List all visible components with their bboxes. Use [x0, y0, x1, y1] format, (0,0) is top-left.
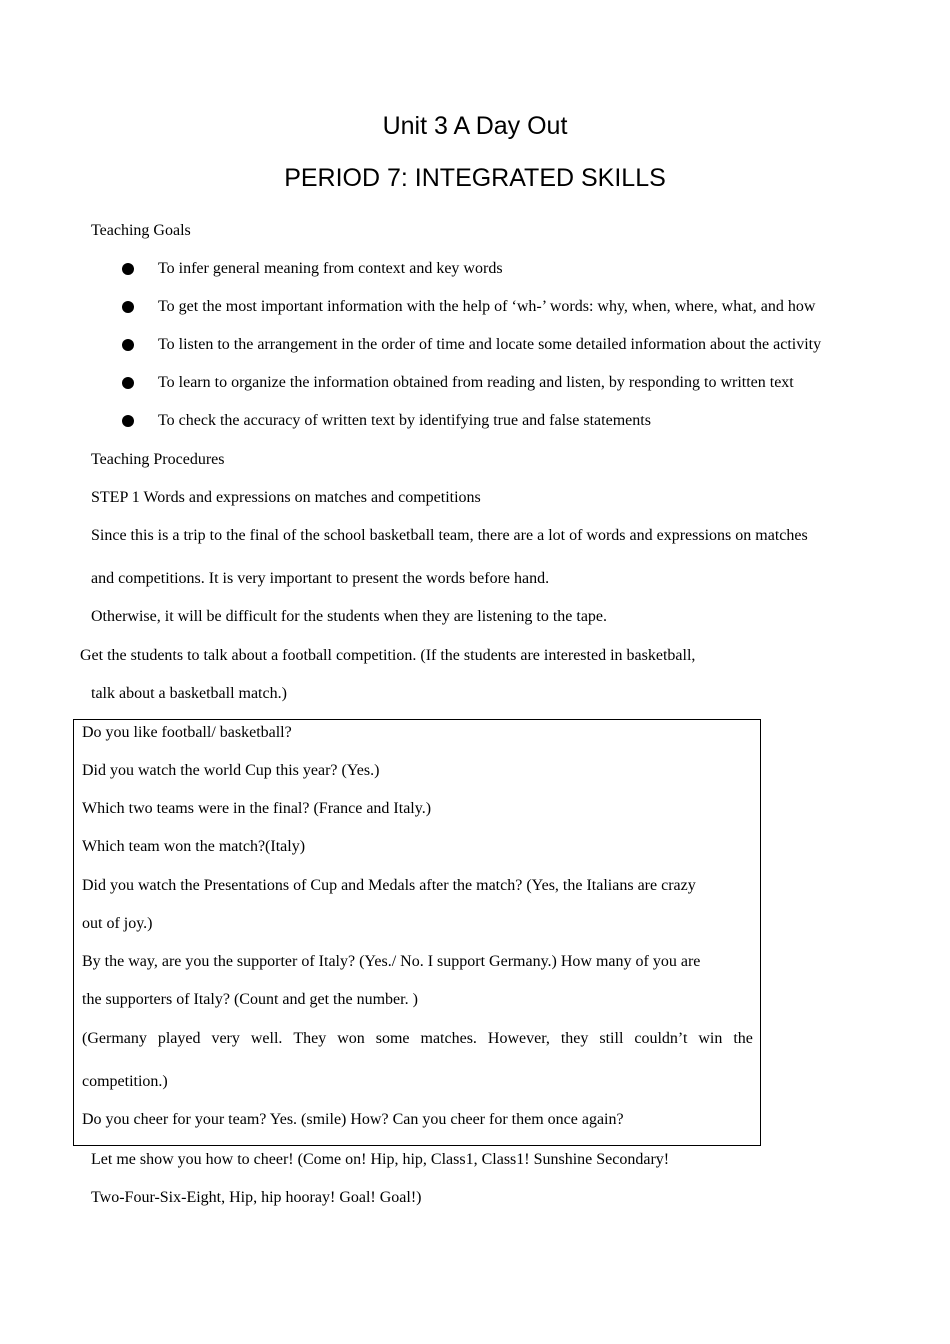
justified-word: the: [733, 1030, 753, 1047]
dialogue-line: Did you watch the world Cup this year? (Yes.): [82, 762, 380, 779]
goal-item: To get the most important information with the help of ‘wh-’ words: why, when, where, what, and how: [158, 298, 816, 315]
justified-word: (Germany: [82, 1030, 147, 1047]
bullet-icon: [122, 263, 134, 275]
step1-title: STEP 1 Words and expressions on matches and competitions: [91, 489, 481, 506]
dialogue-line: Which team won the match?(Italy): [82, 838, 306, 855]
dialogue-line: the supporters of Italy? (Count and get the number. ): [82, 991, 418, 1008]
dialogue-line: out of joy.): [82, 915, 153, 932]
dialogue-line: Which two teams were in the final? (France and Italy.): [82, 800, 432, 817]
dialogue-line: Do you cheer for your team? Yes. (smile) How? Can you cheer for them once again?: [82, 1111, 624, 1128]
dialogue-box: [73, 719, 761, 1146]
justified-word: they: [560, 1030, 589, 1047]
justified-word: matches.: [420, 1030, 477, 1047]
cheer-line: Let me show you how to cheer! (Come on! Hip, hip, Class1, Class1! Sunshine Secondary!: [91, 1151, 670, 1168]
goal-item: To listen to the arrangement in the order of time and locate some detailed information about the activity: [158, 336, 822, 353]
bullet-icon: [122, 301, 134, 313]
justified-word: well.: [250, 1030, 283, 1047]
dialogue-line: Do you like football/ basketball?: [82, 724, 292, 741]
cheer-line: Two-Four-Six-Eight, Hip, hip hooray! Goal! Goal!): [91, 1189, 422, 1206]
teaching-goals-heading: Teaching Goals: [91, 222, 191, 239]
goal-item: To learn to organize the information obtained from reading and listen, by responding to written text: [158, 374, 794, 391]
justified-word: They: [293, 1030, 327, 1047]
bullet-icon: [122, 377, 134, 389]
bullet-icon: [122, 415, 134, 427]
teaching-procedures-heading: Teaching Procedures: [91, 451, 225, 468]
goal-item: To infer general meaning from context and key words: [158, 260, 503, 277]
justified-word: won: [337, 1030, 365, 1047]
justified-word: played: [157, 1030, 201, 1047]
paragraph-line: and competitions. It is very important to present the words before hand.: [91, 570, 550, 587]
paragraph-line: talk about a basketball match.): [91, 685, 287, 702]
document-title: Unit 3 A Day Out: [382, 112, 568, 140]
period-subtitle: PERIOD 7: INTEGRATED SKILLS: [284, 164, 666, 192]
justified-word: some: [375, 1030, 410, 1047]
bullet-icon: [122, 339, 134, 351]
paragraph-line: Get the students to talk about a football competition. (If the students are interested in basketball,: [80, 647, 696, 664]
goal-item: To check the accuracy of written text by identifying true and false statements: [158, 412, 651, 429]
paragraph-line: Since this is a trip to the final of the school basketball team, there are a lot of words and expressions on matches: [91, 527, 808, 544]
justified-word: win: [698, 1030, 723, 1047]
justified-word: However,: [487, 1030, 550, 1047]
justified-word: very: [211, 1030, 240, 1047]
paragraph-line: Otherwise, it will be difficult for the students when they are listening to the tape.: [91, 608, 608, 625]
dialogue-line: Did you watch the Presentations of Cup and Medals after the match? (Yes, the Italians are crazy: [82, 877, 696, 894]
dialogue-line-justified: [82, 1029, 753, 1049]
dialogue-line: By the way, are you the supporter of Italy? (Yes./ No. I support Germany.) How many of you are: [82, 953, 701, 970]
dialogue-line: competition.): [82, 1073, 168, 1090]
justified-word: couldn’t: [634, 1030, 688, 1047]
justified-word: still: [599, 1030, 624, 1047]
